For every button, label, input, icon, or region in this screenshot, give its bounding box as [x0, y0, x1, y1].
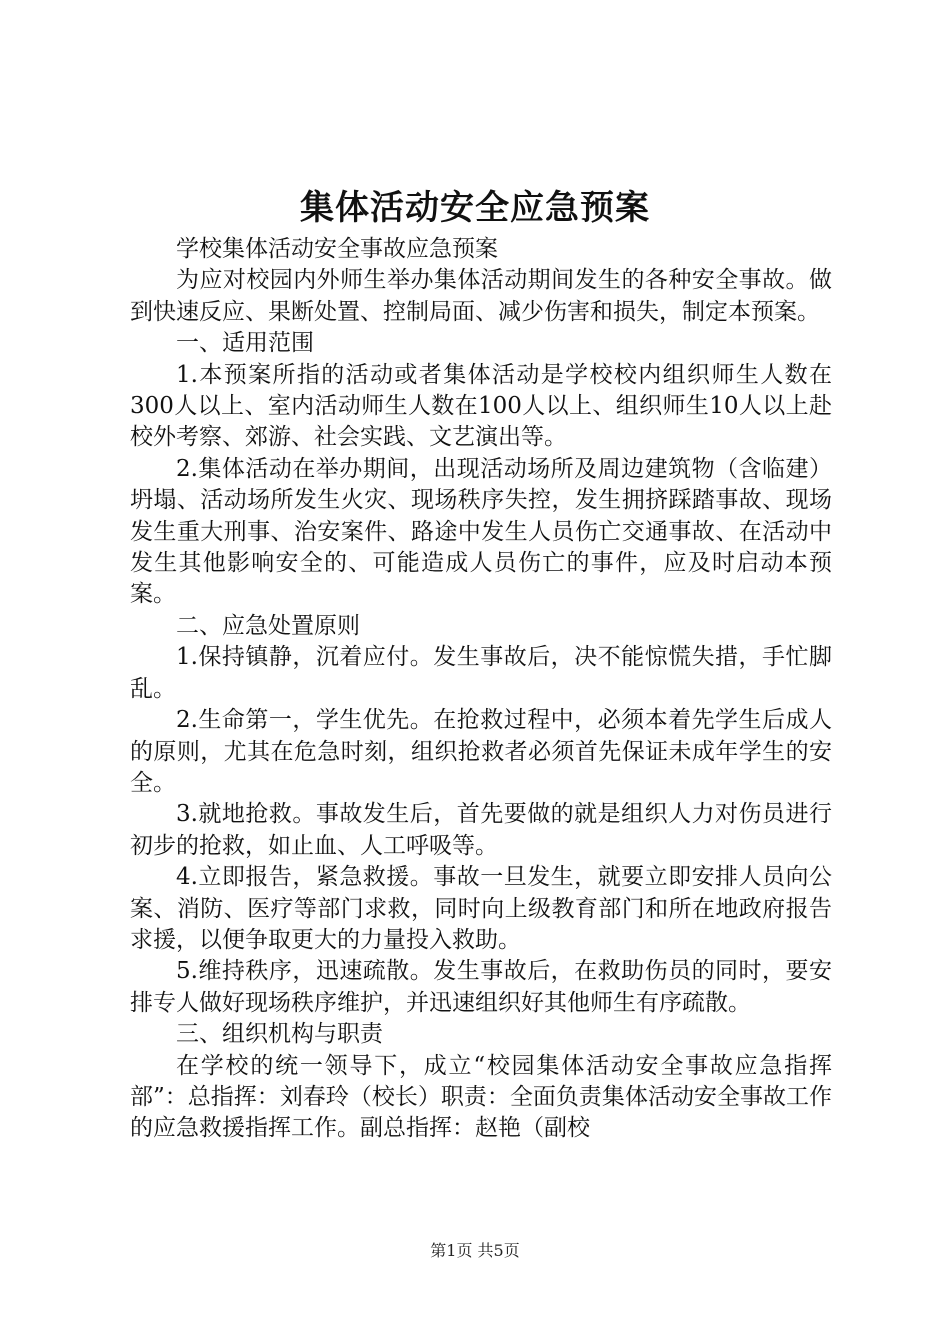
paragraph-principle-3: 3.就地抢救。事故发生后，首先要做的就是组织人力对伤员进行初步的抢救，如止血、人工呼吸等。	[130, 801, 832, 859]
page-number-indicator: 第1页 共5页	[430, 1241, 520, 1260]
paragraph-principle-5: 5.维持秩序，迅速疏散。发生事故后，在救助伤员的同时，要安排专人做好现场秩序维护，并迅速组织好其他师生有序疏散。	[130, 958, 832, 1016]
paragraph-principle-1: 1.保持镇静，沉着应付。发生事故后，决不能惊慌失措，手忙脚乱。	[130, 644, 832, 702]
section-heading-principles: 二、应急处置原则	[176, 612, 360, 639]
paragraph-principle-2: 2.生命第一，学生优先。在抢救过程中，必须本着先学生后成人的原则，尤其在危急时刻，组织抢救者必须首先保证未成年学生的安全。	[130, 707, 832, 796]
section-heading-scope: 一、适用范围	[176, 330, 314, 357]
paragraph-scope-1: 1.本预案所指的活动或者集体活动是学校校内组织师生人数在300人以上、室内活动师生人数在100人以上、组织师生10人以上赴校外考察、郊游、社会实践、文艺演出等。	[130, 361, 832, 451]
page-title: 集体活动安全应急预案	[300, 188, 650, 228]
paragraph-intro: 为应对校园内外师生举办集体活动期间发生的各种安全事故。做到快速反应、果断处置、控制局面、减少伤害和损失，制定本预案。	[130, 267, 832, 325]
section-heading-organization: 三、组织机构与职责	[176, 1021, 383, 1048]
paragraph-principle-4: 4.立即报告，紧急救援。事故一旦发生，就要立即安排人员向公案、消防、医疗等部门求救，同时向上级教育部门和所在地政府报告求援，以便争取更大的力量投入救助。	[130, 864, 832, 953]
paragraph-organization: 在学校的统一领导下，成立“校园集体活动安全事故应急指挥部”：总指挥：刘春玲（校长）职责：全面负责集体活动安全事故工作的应急救援指挥工作。副总指挥：赵艳（副校	[130, 1052, 832, 1142]
paragraph-scope-2: 2.集体活动在举办期间，出现活动场所及周边建筑物（含临建）坍塌、活动场所发生火灾、现场秩序失控，发生拥挤踩踏事故、现场发生重大刑事、治安案件、路途中发生人员伤亡交通事故、在活动中发生其他影响安全的、可能造成人员伤亡的事件，应及时启动本预案。	[130, 455, 832, 608]
document-body	[130, 234, 832, 1145]
paragraph-subtitle: 学校集体活动安全事故应急预案	[176, 236, 498, 262]
